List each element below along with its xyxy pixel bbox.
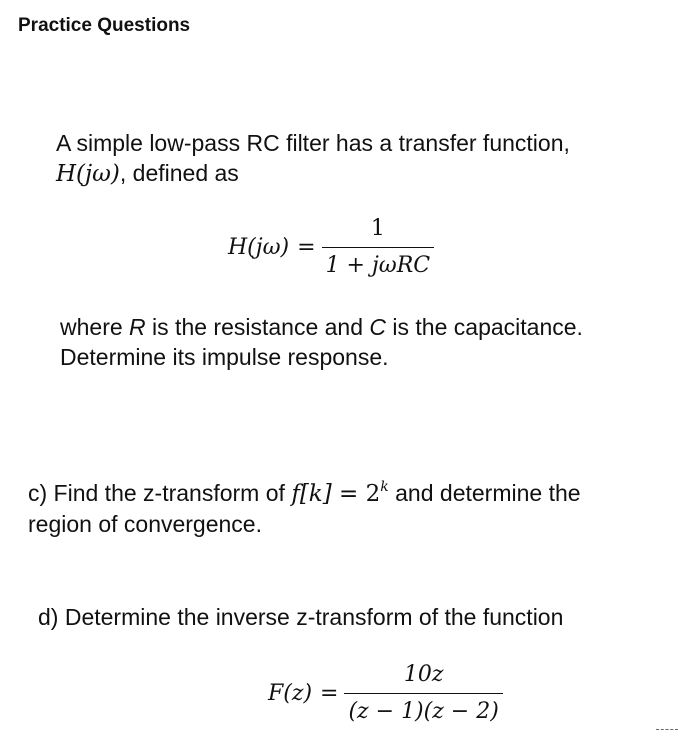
question-c	[28, 478, 581, 539]
question-c-prefix: c) Find the z-transform of	[28, 480, 292, 506]
fraction-denominator: 1 + jωRC	[322, 247, 435, 278]
var-r: R	[129, 314, 146, 340]
equals-sign: =	[297, 234, 316, 260]
question-c-suffix: and determine the	[388, 480, 581, 506]
question-d-text: d) Determine the inverse z-transform of the function	[38, 604, 564, 630]
inverse-z-equation	[268, 662, 503, 724]
question-c-function: f[k]	[291, 481, 332, 507]
question-c-exponent: k	[380, 479, 389, 495]
question-c-line1	[28, 478, 581, 509]
question-b-task: Determine its impulse response.	[60, 344, 389, 370]
equation-d-numerator: 10z	[403, 662, 444, 687]
question-c-line2: region of convergence.	[28, 511, 262, 537]
equation-d-equals: =	[320, 680, 339, 706]
question-b-where	[60, 312, 583, 372]
where-line	[60, 312, 583, 342]
equation-d-lhs: F(z)	[268, 680, 313, 706]
equation-fraction	[322, 216, 435, 278]
question-b-intro	[56, 128, 570, 189]
page-title: Practice Questions	[18, 15, 191, 36]
equation-d-denominator: (z − 1)(z − 2)	[344, 693, 502, 724]
question-b-intro-line1: A simple low-pass RC filter has a transfer function,	[56, 130, 570, 156]
fraction-numerator: 1	[370, 216, 385, 241]
equation-lhs: H(jω)	[228, 234, 290, 260]
question-b-intro-line2	[56, 158, 570, 189]
where-prefix: where	[60, 314, 130, 340]
question-c-base: 2	[365, 481, 381, 507]
defined-as-text: , defined as	[119, 160, 239, 186]
where-mid: is the resistance and	[145, 314, 370, 340]
transfer-function-symbol: H(jω)	[56, 161, 120, 187]
var-c: C	[369, 314, 387, 340]
equation-d-fraction	[344, 662, 502, 724]
question-c-equals: =	[331, 481, 366, 507]
page-edge-mark	[656, 729, 678, 734]
transfer-function-equation	[228, 216, 434, 278]
where-suffix: is the capacitance.	[386, 314, 583, 340]
